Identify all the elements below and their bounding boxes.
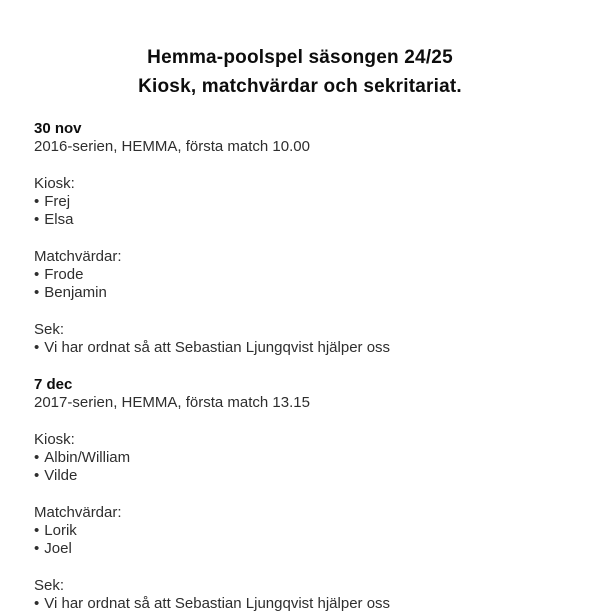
page-title-line2: Kiosk, matchvärdar och sekritariat. xyxy=(138,75,462,97)
role-group xyxy=(34,321,566,357)
date-heading: 7 dec xyxy=(34,375,73,393)
bullet-icon: • xyxy=(34,283,40,301)
series-info-line: 2017-serien, HEMMA, första match 13.15 xyxy=(34,393,310,411)
role-group xyxy=(34,175,566,229)
role-group-label: Matchvärdar: xyxy=(34,247,122,265)
list-item-text: Frej xyxy=(44,192,71,210)
bullet-list xyxy=(34,522,566,558)
bullet-icon: • xyxy=(34,338,40,356)
bullet-icon: • xyxy=(34,521,40,539)
list-item xyxy=(34,595,566,613)
list-item-text: Vi har ordnat så att Sebastian Ljungqvist hjälper oss xyxy=(44,594,391,612)
role-group-label: Sek: xyxy=(34,576,65,594)
list-item-text: Albin/William xyxy=(44,448,131,466)
list-item-text: Lorik xyxy=(44,521,77,539)
list-item xyxy=(34,211,566,229)
date-heading: 30 nov xyxy=(34,119,82,137)
list-item-text: Elsa xyxy=(44,210,74,228)
role-group-label: Sek: xyxy=(34,320,65,338)
role-group-label: Kiosk: xyxy=(34,174,75,192)
list-item xyxy=(34,193,566,211)
document-header xyxy=(34,43,566,101)
bullet-icon: • xyxy=(34,466,40,484)
role-group-label: Kiosk: xyxy=(34,430,75,448)
series-info-line: 2016-serien, HEMMA, första match 10.00 xyxy=(34,137,310,155)
role-group xyxy=(34,431,566,485)
role-group xyxy=(34,577,566,613)
bullet-icon: • xyxy=(34,192,40,210)
schedule-sections xyxy=(34,120,566,613)
list-item xyxy=(34,339,566,357)
bullet-list xyxy=(34,193,566,229)
bullet-list xyxy=(34,595,566,613)
list-item xyxy=(34,540,566,558)
bullet-icon: • xyxy=(34,448,40,466)
list-item-text: Frode xyxy=(44,265,84,283)
bullet-icon: • xyxy=(34,265,40,283)
bullet-icon: • xyxy=(34,539,40,557)
bullet-list xyxy=(34,339,566,357)
list-item xyxy=(34,467,566,485)
list-item-text: Joel xyxy=(44,539,72,557)
list-item xyxy=(34,284,566,302)
list-item xyxy=(34,266,566,284)
page-title-line1: Hemma-poolspel säsongen 24/25 xyxy=(147,46,453,68)
role-group-label: Matchvärdar: xyxy=(34,503,122,521)
bullet-icon: • xyxy=(34,210,40,228)
page-title xyxy=(34,43,566,101)
list-item-text: Benjamin xyxy=(44,283,107,301)
role-group xyxy=(34,248,566,302)
schedule-section xyxy=(34,120,566,357)
schedule-section xyxy=(34,376,566,613)
list-item-text: Vilde xyxy=(44,466,78,484)
bullet-list xyxy=(34,449,566,485)
list-item-text: Vi har ordnat så att Sebastian Ljungqvist hjälper oss xyxy=(44,338,391,356)
list-item xyxy=(34,449,566,467)
list-item xyxy=(34,522,566,540)
bullet-icon: • xyxy=(34,594,40,612)
bullet-list xyxy=(34,266,566,302)
role-group xyxy=(34,504,566,558)
